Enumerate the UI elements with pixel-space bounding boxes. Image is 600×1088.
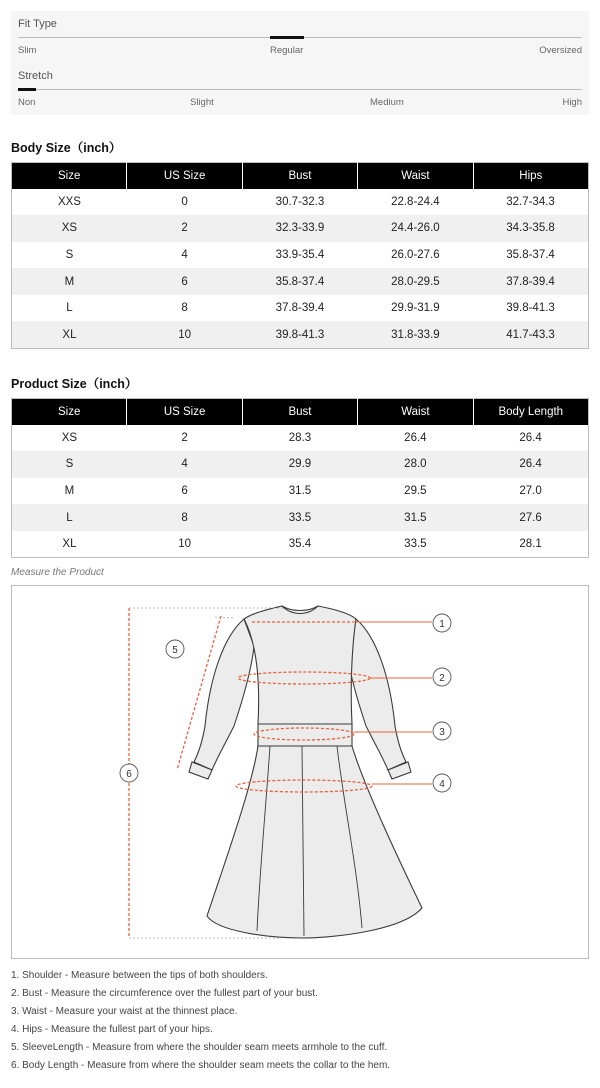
table-cell: 29.9-31.9 <box>391 302 440 315</box>
product-size-header-body-length: Body Length <box>473 399 588 425</box>
table-cell: 28.3 <box>288 431 312 444</box>
fit-type-option-oversized: Oversized <box>539 45 582 56</box>
table-cell: 35.8-37.4 <box>242 268 357 295</box>
table-cell: 31.8-33.9 <box>358 321 473 348</box>
table-cell: 0 <box>181 195 188 208</box>
table-cell: 37.8-39.4 <box>275 302 325 315</box>
table-cell: 28.0-29.5 <box>358 268 473 295</box>
table-cell: 26.4 <box>473 451 588 478</box>
fit-type-option-slim: Slim <box>18 45 37 56</box>
note-bust: 2. Bust - Measure the circumference over the fullest part of your bust. <box>11 988 318 999</box>
table-cell: L <box>66 302 73 315</box>
measurement-notes <box>11 967 591 1075</box>
table-cell: M <box>64 484 75 497</box>
table-cell: 6 <box>181 484 188 497</box>
table-cell: 39.8-41.3 <box>242 321 357 348</box>
product-size-title: Product Size（inch） <box>11 377 138 391</box>
stretch-option-medium: Medium <box>370 97 404 108</box>
table-row <box>12 321 589 348</box>
table-cell: 28.1 <box>519 537 542 550</box>
stretch-option-high: High <box>562 97 582 108</box>
table-cell: XXS <box>57 195 81 208</box>
table-cell: M <box>12 268 127 295</box>
table-row <box>12 215 589 242</box>
fit-panel <box>11 11 589 115</box>
stretch-option-non: Non <box>18 97 36 108</box>
table-cell: L <box>12 504 127 531</box>
marker-4-label: 4 <box>439 779 445 790</box>
note-shoulder: 1. Shoulder - Measure between the tips of both shoulders. <box>11 970 268 981</box>
table-cell: 33.5 <box>404 537 427 550</box>
table-cell: 31.5 <box>358 504 473 531</box>
product-size-table <box>11 398 589 558</box>
marker-5-label: 5 <box>172 645 178 656</box>
table-cell: 26.4 <box>519 431 542 444</box>
product-size-header-bust: Bust <box>242 399 357 425</box>
dress-waistband <box>258 724 352 746</box>
product-size-header-size: Size <box>12 399 127 425</box>
table-cell: 34.3-35.8 <box>473 215 588 242</box>
body-size-header-size: Size <box>12 163 127 189</box>
table-row <box>12 295 589 322</box>
table-cell: 39.8-41.3 <box>506 302 555 315</box>
table-cell: 32.3-33.9 <box>242 215 357 242</box>
table-cell: 30.7-32.3 <box>275 195 325 208</box>
note-waist: 3. Waist - Measure your waist at the thinnest place. <box>11 1006 238 1017</box>
sleeve-guide <box>215 617 235 618</box>
stretch-option-slight: Slight <box>190 97 214 108</box>
table-cell: 33.5 <box>242 504 357 531</box>
table-cell: 26.4 <box>404 431 427 444</box>
stretch-title: Stretch <box>18 70 53 82</box>
table-cell: 24.4-26.0 <box>358 215 473 242</box>
table-row <box>12 268 589 295</box>
note-sleeve-length: 5. SleeveLength - Measure from where the shoulder seam meets armhole to the cuff. <box>11 1042 388 1053</box>
table-cell: 31.5 <box>288 484 312 497</box>
table-cell: 2 <box>181 431 188 444</box>
dress-left-sleeve <box>194 619 254 770</box>
table-cell: 27.0 <box>519 484 542 497</box>
table-cell: XL <box>12 321 127 348</box>
table-cell: XS <box>12 215 127 242</box>
measurement-diagram <box>11 585 589 959</box>
body-size-title: Body Size（inch） <box>11 141 122 155</box>
table-cell: 33.9-35.4 <box>275 248 325 261</box>
table-cell: 6 <box>127 268 242 295</box>
dress-illustration <box>12 586 588 958</box>
table-row <box>12 451 589 478</box>
table-cell: 35.4 <box>288 537 312 550</box>
fit-type-selected-marker <box>270 36 304 39</box>
dress-bodice <box>244 606 356 724</box>
body-size-table <box>11 162 589 349</box>
table-row <box>12 189 589 216</box>
table-cell: 29.5 <box>404 484 427 497</box>
table-cell: 4 <box>181 248 188 261</box>
table-row <box>12 531 589 558</box>
table-cell: 10 <box>127 321 242 348</box>
table-cell: 41.7-43.3 <box>473 321 588 348</box>
product-size-header-us-size: US Size <box>127 399 242 425</box>
marker-6-label: 6 <box>126 769 132 780</box>
product-size-header-waist: Waist <box>358 399 473 425</box>
table-row <box>12 478 589 505</box>
fit-type-option-regular: Regular <box>270 45 304 56</box>
table-cell: 37.8-39.4 <box>473 268 588 295</box>
table-cell: 4 <box>127 451 242 478</box>
marker-3-label: 3 <box>439 727 445 738</box>
body-size-header-hips: Hips <box>473 163 588 189</box>
stretch-selected-marker <box>18 88 36 91</box>
table-cell: 22.8-24.4 <box>391 195 440 208</box>
note-hips: 4. Hips - Measure the fullest part of your hips. <box>11 1024 213 1035</box>
table-cell: 2 <box>127 215 242 242</box>
table-cell: 8 <box>181 302 188 315</box>
fit-type-title: Fit Type <box>18 18 57 30</box>
table-cell: S <box>65 248 74 261</box>
body-size-header-us-size: US Size <box>127 163 242 189</box>
body-size-header-row <box>12 163 589 189</box>
table-cell: 10 <box>178 537 191 550</box>
table-cell: 8 <box>127 504 242 531</box>
marker-1-label: 1 <box>439 619 445 630</box>
measure-caption: Measure the Product <box>11 567 104 578</box>
marker-2-label: 2 <box>439 673 445 684</box>
body-size-header-bust: Bust <box>242 163 357 189</box>
dress-right-sleeve <box>346 619 406 770</box>
table-cell: S <box>12 451 127 478</box>
table-cell: 28.0 <box>358 451 473 478</box>
table-row <box>12 425 589 452</box>
table-cell: XL <box>62 537 77 550</box>
product-size-header-row <box>12 399 589 425</box>
table-cell: 32.7-34.3 <box>506 195 555 208</box>
stretch-track <box>18 89 582 90</box>
table-cell: 26.0-27.6 <box>391 248 440 261</box>
table-cell: 27.6 <box>473 504 588 531</box>
table-cell: 35.8-37.4 <box>506 248 555 261</box>
table-row <box>12 504 589 531</box>
table-row <box>12 242 589 269</box>
body-size-header-waist: Waist <box>358 163 473 189</box>
table-cell: 29.9 <box>242 451 357 478</box>
note-body-length: 6. Body Length - Measure from where the shoulder seam meets the collar to the hem. <box>11 1060 391 1071</box>
table-cell: XS <box>61 431 78 444</box>
